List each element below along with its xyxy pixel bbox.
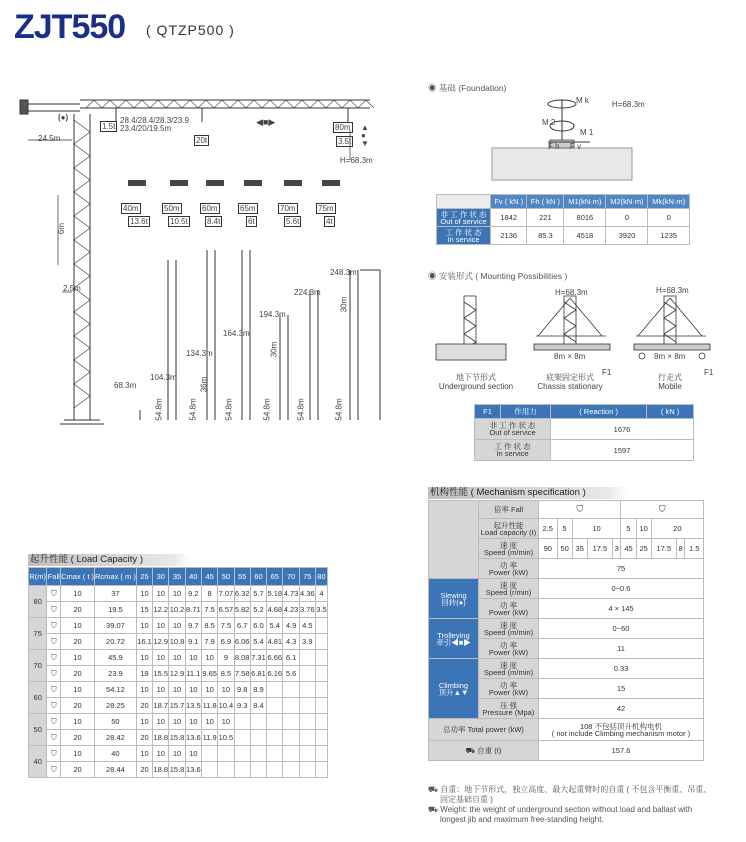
jib-length-70: 70m (280, 204, 296, 213)
load-value-cell: 10 (185, 714, 201, 730)
load-value-cell: 13.6 (185, 730, 201, 746)
table-row (29, 698, 328, 714)
load-value-cell: 8.4 (250, 698, 266, 714)
load-value-cell (299, 698, 315, 714)
load-value-cell (234, 714, 250, 730)
load-header-cell: 70 (283, 568, 299, 586)
cap3-label: 80m (335, 123, 351, 132)
fall-2-hook-icon: ⛉ (47, 586, 61, 602)
load-value-cell: 10 (136, 650, 152, 666)
load-value-cell: 10 (136, 746, 152, 762)
load-value-cell: 10 (153, 618, 169, 634)
load-value-cell: 6.32 (234, 586, 250, 602)
load-value-cell: 4.3 (283, 634, 299, 650)
load-value-cell: 18.8 (153, 730, 169, 746)
load-value-cell (315, 666, 327, 682)
dim-6m-label: 6m (57, 222, 67, 235)
load-value-cell: 20 (61, 634, 95, 650)
fall-4-hook-icon: ⛉ (658, 504, 666, 514)
fall-4-hook-icon: ⛉ (47, 762, 61, 778)
foundation-diagram (490, 96, 640, 186)
load-value-cell (315, 698, 327, 714)
hoist-arrows: ▲ ● ▼ (361, 123, 369, 148)
radius-cell: 75 (29, 618, 47, 650)
load-value-cell (283, 682, 299, 698)
load-value-cell: 20 (61, 762, 95, 778)
crane-drawing (0, 80, 420, 430)
fall-4-hook-icon: ⛉ (47, 602, 61, 618)
height-3: 134.3m (186, 349, 213, 358)
load-value-cell: 39.07 (95, 618, 137, 634)
load-value-cell: 6.16 (267, 666, 283, 682)
jib-distance-label: 24.5m (38, 134, 61, 143)
foundation-table: Fv ( kN ) Fh ( kN ) M1(kN·m) M2(kN·m) Mk(kN·m) 非 工 作 状 态 Out of service 1842 221 8016 0 0 工 作 状 态 In service 2136 85.3 4518 3920 1235 (436, 194, 690, 245)
load-header-cell: 25 (136, 568, 152, 586)
load-value-cell (250, 730, 266, 746)
load-value-cell: 10.5 (218, 730, 234, 746)
load-value-cell (283, 730, 299, 746)
load-value-cell: 4.81 (267, 634, 283, 650)
load-header-cell: R(m) (29, 568, 47, 586)
cap2-label: 20t (196, 136, 208, 145)
segment-label-30: 30m (339, 296, 349, 313)
load-value-cell: 20 (61, 698, 95, 714)
load-value-cell (283, 698, 299, 714)
table-row (29, 634, 328, 650)
weight-icon: ⛟ (428, 805, 441, 814)
weight-icon: ⛟ (465, 746, 478, 755)
load-value-cell (299, 746, 315, 762)
load-value-cell: 3.76 (299, 602, 315, 618)
load-value-cell: 10 (61, 682, 95, 698)
f1-label-1: F1 (602, 368, 612, 377)
load-value-cell: 8 (201, 586, 217, 602)
load-value-cell: 6.06 (234, 634, 250, 650)
crane-height-label: H=68.3m (340, 156, 373, 165)
mounting-heading: ◉ 安装形式 ( Mounting Possibilities ) (428, 271, 568, 281)
load-capacity-title: 起升性能 ( Load Capacity ) (28, 554, 190, 566)
load-header-cell: 45 (201, 568, 217, 586)
load-value-cell: 18.8 (153, 762, 169, 778)
load-header-cell: 80 (315, 568, 327, 586)
load-value-cell: 6.0 (250, 618, 266, 634)
table-row (29, 666, 328, 682)
load-value-cell: 10 (218, 682, 234, 698)
jib-cap-65: 6t (248, 217, 255, 226)
load-value-cell: 20 (136, 762, 152, 778)
load-value-cell (315, 650, 327, 666)
load-value-cell (299, 714, 315, 730)
load-header-cell: 65 (267, 568, 283, 586)
page-title: ZJT550 (14, 8, 126, 46)
fall-2-hook-icon: ⛉ (47, 650, 61, 666)
mount-height-1: H=68.3m (555, 288, 588, 297)
load-value-cell: 9.7 (185, 618, 201, 634)
load-value-cell (234, 746, 250, 762)
load-value-cell: 9.65 (201, 666, 217, 682)
load-value-cell: 28.25 (95, 698, 137, 714)
table-row (29, 714, 328, 730)
mount-size-2: 8m × 8m (654, 352, 686, 361)
load-value-cell: 40 (95, 746, 137, 762)
load-value-cell (315, 730, 327, 746)
load-value-cell: 4 (315, 586, 327, 602)
mechanism-table: 倍率 Fall ⛉ ⛉ 起升性能 Load capacity (t) 2.5 5 10 5 10 20 速 度 Speed (m/min) 90 50 35 17.5 3 45 25 17.5 8 1.5 功 率 Power (kW) 75 Slewing 回转(●) 速 度 Speed (r/min) 0~0.6 功 率 Power (kW) 4 × 145 Trolleying 牵引◀■▶ 速 度 Speed (m/min) 0~60 功 率 Power (kW) 11 Climbing 顶升▲▼ 速 度 Speed (m/min) 0.33 功 率 Power (kW) 15 压 强 Pressure (Mpa) 42 总功率 Total power (kW) 108 不包括顶升机构电机 ( not include Climbing mechanism motor ) ⛟ 自重 (t) 157.6 (428, 500, 704, 761)
table-row (29, 682, 328, 698)
load-value-cell: 10 (169, 618, 185, 634)
mounting-diagrams (434, 286, 724, 376)
jib-length-75: 75m (318, 204, 334, 213)
load-value-cell: 6.66 (267, 650, 283, 666)
load-value-cell: 16.1 (136, 634, 152, 650)
jib-cap-70: 5.6t (286, 217, 300, 226)
load-value-cell: 5.4 (267, 618, 283, 634)
load-value-cell (315, 618, 327, 634)
load-value-cell (267, 698, 283, 714)
load-value-cell: 6.7 (234, 618, 250, 634)
mount-height-2: H=68.3m (656, 286, 689, 295)
climb-icon: ▲▼ (453, 687, 469, 697)
load-value-cell (283, 746, 299, 762)
load-value-cell: 10 (153, 586, 169, 602)
load-value-cell: 5.4 (250, 634, 266, 650)
fall-2-hook-icon: ⛉ (47, 746, 61, 762)
segment-label-base: 54.8m (154, 398, 164, 421)
load-value-cell: 10 (201, 650, 217, 666)
load-value-cell (267, 730, 283, 746)
segment-label-base: 54.8m (334, 398, 344, 421)
jib-cap-50: 10.5t (170, 217, 188, 226)
load-header-cell: 55 (234, 568, 250, 586)
reaction-table: F1 作用力 ( Reaction ) ( kN ) 非 工 作 状 态 Out of service 1676 工 作 状 态 In service 1597 (474, 404, 694, 461)
load-value-cell (218, 746, 234, 762)
cap4-label: 3.5t (338, 137, 352, 146)
load-value-cell: 10.2 (169, 602, 185, 618)
load-value-cell: 15.8 (169, 730, 185, 746)
load-value-cell: 11.8 (201, 698, 217, 714)
bullet-icon: ◉ (428, 83, 439, 93)
load-value-cell (315, 714, 327, 730)
fall-4-hook-icon: ⛉ (47, 634, 61, 650)
load-value-cell: 10 (153, 714, 169, 730)
load-value-cell: 4.23 (283, 602, 299, 618)
dim-2-5m-label: 2.5m (63, 284, 81, 293)
load-value-cell: 4.9 (283, 618, 299, 634)
load-value-cell: 50 (95, 714, 137, 730)
height-2: 104.3m (150, 373, 177, 382)
load-value-cell (267, 682, 283, 698)
fall-4-hook-icon: ⛉ (47, 730, 61, 746)
mount-type-underground: 地下节形式 Underground section (438, 373, 514, 391)
trolley-arrows: ◀■▶ (256, 117, 276, 127)
load-value-cell: 5.2 (250, 602, 266, 618)
load-value-cell (234, 730, 250, 746)
load-value-cell: 12.9 (169, 666, 185, 682)
segment-label-base: 54.8m (296, 398, 306, 421)
load-value-cell: 10 (169, 586, 185, 602)
load-value-cell (315, 634, 327, 650)
height-4: 164.3m (223, 329, 250, 338)
load-value-cell: 10 (169, 650, 185, 666)
fall-4-hook-icon: ⛉ (47, 698, 61, 714)
load-value-cell: 7.07 (218, 586, 234, 602)
load-value-cell: 15 (136, 602, 152, 618)
load-value-cell: 7.9 (201, 634, 217, 650)
load-value-cell: 10 (61, 618, 95, 634)
load-value-cell (201, 746, 217, 762)
load-value-cell: 8.5 (218, 666, 234, 682)
height-6: 224.3m (294, 288, 321, 297)
load-value-cell: 12.9 (153, 634, 169, 650)
table-row (29, 746, 328, 762)
table-row (29, 618, 328, 634)
load-value-cell: 10 (153, 746, 169, 762)
load-value-cell: 6.81 (250, 666, 266, 682)
load-value-cell: 20 (61, 602, 95, 618)
table-row (29, 586, 328, 602)
load-value-cell (267, 746, 283, 762)
load-header-cell: Rcmax ( m ) (95, 568, 137, 586)
load-value-cell: 4.5 (299, 618, 315, 634)
segment-label-base: 54.8m (188, 398, 198, 421)
load-value-cell: 10 (61, 586, 95, 602)
load-value-cell: 8.5 (201, 618, 217, 634)
fall-2-hook-icon: ⛉ (47, 618, 61, 634)
load-value-cell: 20 (136, 698, 152, 714)
load-value-cell: 18.7 (153, 698, 169, 714)
load-value-cell: 20 (61, 666, 95, 682)
load-value-cell: 20 (136, 730, 152, 746)
jib-cap-40: 13.6t (130, 217, 148, 226)
jib-cap-75: 4t (326, 217, 333, 226)
load-value-cell: 11.9 (201, 730, 217, 746)
load-value-cell: 15.8 (169, 762, 185, 778)
load-value-cell: 10 (153, 682, 169, 698)
load-value-cell: 7.31 (250, 650, 266, 666)
load-value-cell: 9.2 (185, 586, 201, 602)
load-value-cell: 6.57 (218, 602, 234, 618)
load-value-cell: 4.68 (267, 602, 283, 618)
load-value-cell: 23.9 (95, 666, 137, 682)
f1-label-2: F1 (704, 368, 714, 377)
load-value-cell (267, 714, 283, 730)
fall-2-hook-icon: ⛉ (47, 714, 61, 730)
height-7: 248.3m (330, 268, 357, 277)
load-value-cell (299, 730, 315, 746)
load-value-cell: 19.5 (95, 602, 137, 618)
loads-label: 28.4/28.4/28.3/23.9 23.4/20/19.5m (120, 116, 189, 133)
jib-cap-60: 8.4t (207, 217, 221, 226)
load-value-cell (283, 762, 299, 778)
height-5: 194.3m (259, 310, 286, 319)
jib-length-65: 65m (240, 204, 256, 213)
weight-icon: ⛟ (428, 785, 441, 794)
load-value-cell: 10 (61, 714, 95, 730)
load-header-cell: 40 (185, 568, 201, 586)
load-header-cell: 50 (218, 568, 234, 586)
bullet-icon: ◉ (428, 271, 439, 281)
load-value-cell (299, 666, 315, 682)
load-value-cell: 7.58 (234, 666, 250, 682)
load-value-cell: 10 (61, 650, 95, 666)
load-value-cell: 10 (136, 586, 152, 602)
load-value-cell: 5.7 (250, 586, 266, 602)
foundation-height: H=68.3m (612, 100, 645, 109)
load-value-cell: 12.2 (153, 602, 169, 618)
load-value-cell: 20.72 (95, 634, 137, 650)
load-value-cell: 28.42 (95, 730, 137, 746)
load-value-cell (299, 762, 315, 778)
load-value-cell: 10 (201, 682, 217, 698)
height-1: 68.3m (114, 381, 137, 390)
load-value-cell: 4.36 (299, 586, 315, 602)
load-value-cell: 5.18 (267, 586, 283, 602)
jib-length-40: 40m (123, 204, 139, 213)
load-value-cell: 13.5 (185, 698, 201, 714)
load-value-cell (299, 650, 315, 666)
table-row (29, 730, 328, 746)
fv-label: F v (570, 142, 582, 151)
m2-label: M 2 (542, 118, 556, 127)
fall-4-hook-icon: ⛉ (47, 666, 61, 682)
load-value-cell: 10 (153, 650, 169, 666)
load-value-cell: 10 (201, 714, 217, 730)
segment-label-base: 54.8m (224, 398, 234, 421)
load-value-cell: 7.5 (218, 618, 234, 634)
radius-cell: 80 (29, 586, 47, 618)
load-capacity-table (28, 567, 328, 778)
load-value-cell (299, 682, 315, 698)
mount-type-chassis: 底架固定形式 Chassis stationary (537, 373, 603, 391)
table-row (29, 602, 328, 618)
load-value-cell: 13.6 (185, 762, 201, 778)
load-value-cell: 54.12 (95, 682, 137, 698)
fall-2-hook-icon: ⛉ (47, 682, 61, 698)
load-value-cell (250, 714, 266, 730)
load-header-cell: Fall (47, 568, 61, 586)
load-value-cell: 45.9 (95, 650, 137, 666)
foundation-heading: ◉ 基础 (Foundation) (428, 83, 507, 93)
load-value-cell: 20 (61, 730, 95, 746)
trolley-symbol: (●) (58, 113, 69, 122)
jib-length-50: 50m (164, 204, 180, 213)
load-value-cell: 6.1 (283, 650, 299, 666)
load-value-cell (250, 762, 266, 778)
load-value-cell (315, 746, 327, 762)
mount-size-1: 8m × 8m (554, 352, 586, 361)
load-value-cell: 28.44 (95, 762, 137, 778)
load-value-cell: 7.5 (201, 602, 217, 618)
load-value-cell (218, 762, 234, 778)
load-value-cell: 19 (136, 666, 152, 682)
table-row (29, 762, 328, 778)
trolley-icon: ◀■▶ (451, 637, 471, 647)
load-value-cell: 10.4 (218, 698, 234, 714)
table-row (29, 650, 328, 666)
m1-label: M 1 (580, 128, 594, 137)
load-value-cell: 9.1 (185, 634, 201, 650)
load-value-cell: 37 (95, 586, 137, 602)
load-value-cell: 5.6 (283, 666, 299, 682)
load-header-cell: 75 (299, 568, 315, 586)
load-value-cell (250, 746, 266, 762)
load-value-cell: 10 (136, 682, 152, 698)
load-value-cell (234, 762, 250, 778)
load-value-cell: 10 (218, 714, 234, 730)
load-value-cell: 10 (185, 682, 201, 698)
load-value-cell: 3.9 (299, 634, 315, 650)
load-value-cell: 3.5 (315, 602, 327, 618)
load-value-cell: 10 (169, 746, 185, 762)
load-value-cell: 10 (61, 746, 95, 762)
load-value-cell (201, 762, 217, 778)
load-value-cell (315, 762, 327, 778)
load-value-cell: 10 (169, 682, 185, 698)
load-value-cell (283, 714, 299, 730)
cap1-label: 1.5t (102, 122, 116, 131)
segment-label-base: 54.8m (262, 398, 272, 421)
load-value-cell: 10 (185, 746, 201, 762)
load-value-cell: 5.82 (234, 602, 250, 618)
load-value-cell: 8.08 (234, 650, 250, 666)
load-value-cell: 10 (169, 714, 185, 730)
slew-icon: (●) (456, 597, 466, 607)
load-value-cell (315, 682, 327, 698)
load-value-cell: 9.8 (234, 682, 250, 698)
segment-label-36: 36m (199, 376, 209, 393)
load-header-cell: Cmax ( t ) (61, 568, 95, 586)
mount-type-mobile: 行走式 Mobile (658, 373, 682, 391)
radius-cell: 50 (29, 714, 47, 746)
load-value-cell: 10.8 (169, 634, 185, 650)
segment-label-30: 30m (269, 341, 279, 358)
load-value-cell: 9.3 (234, 698, 250, 714)
load-header-cell: 60 (250, 568, 266, 586)
load-value-cell: 10 (185, 650, 201, 666)
load-value-cell: 4.73 (283, 586, 299, 602)
jib-length-60: 60m (202, 204, 218, 213)
load-value-cell: 9 (218, 650, 234, 666)
fall-2-hook-icon: ⛉ (576, 504, 584, 514)
load-value-cell: 15.5 (153, 666, 169, 682)
load-value-cell: 10 (136, 714, 152, 730)
fh-label: F h (548, 142, 560, 151)
radius-cell: 60 (29, 682, 47, 714)
load-value-cell: 8.71 (185, 602, 201, 618)
load-header-cell: 35 (169, 568, 185, 586)
load-value-cell: 10 (136, 618, 152, 634)
radius-cell: 40 (29, 746, 47, 778)
model-subtitle: ( QTZP500 ) (146, 22, 235, 38)
mechanism-title: 机构性能 ( Mechanism specification ) (428, 487, 628, 499)
load-value-cell: 11.1 (185, 666, 201, 682)
load-value-cell: 15.7 (169, 698, 185, 714)
load-value-cell (267, 762, 283, 778)
mk-label: M k (576, 96, 589, 105)
load-value-cell: 8.9 (250, 682, 266, 698)
radius-cell: 70 (29, 650, 47, 682)
footnote: ⛟ 自重：地下节形式，独立高度、最大起重臂时的自重 ( 不包含平衡重、吊重、 固定基础自重 ) ⛟ Weight: the weight of underground section without load and ballast with longest jib and maximum free-standing height. (428, 785, 712, 824)
load-value-cell: 6.9 (218, 634, 234, 650)
load-header-cell: 30 (153, 568, 169, 586)
